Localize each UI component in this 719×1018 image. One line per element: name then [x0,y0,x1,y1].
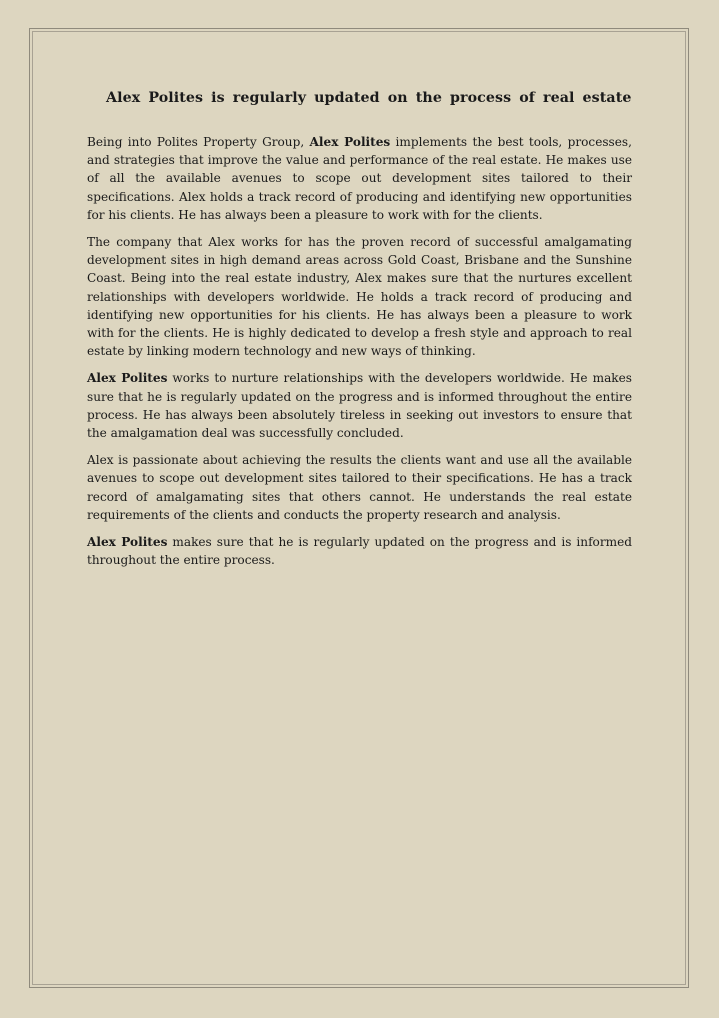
paragraph-1-bold-name: Alex Polites [309,135,391,149]
paragraph-1 [87,133,632,224]
paragraph-3-text: works to nurture relationships with the developers worldwide. He makes sure that he is regularly updated on the progress and is informed throughout the entire process. He has always been absolutely tireless in seeking out investors to ensure that the amalgamation deal was successfully concluded. [87,371,632,441]
paragraph-4-text: Alex is passionate about achieving the results the clients want and use all the available avenues to scope out development sites tailored to their specifications. He has a track record of amalgamating sites that others cannot. He understands the real estate requirements of the clients and conducts the property research and analysis. [87,453,632,522]
document-body [87,86,632,578]
paragraph-3 [87,369,632,442]
paragraph-3-bold-name: Alex Polites [87,371,168,386]
paragraph-1-text-end: implements the best tools, processes, and strategies that improve the value and performance of the real estate. He makes use of all the available avenues to scope out development sites tailored to their specifications. Alex holds a track record of producing and identifying new opportunities for his clients. He has always been a pleasure to work with for the clients. [87,135,632,222]
paragraph-2 [87,233,632,360]
document-title: Alex Polites is regularly updated on the process of real estate [106,90,632,106]
paragraph-1-text-start: Being into Polites Property Group, [87,135,310,149]
paragraph-5-text: makes sure that he is regularly updated on the progress and is informed throughout the entire process. [87,535,632,568]
paragraph-4 [87,451,632,524]
paragraph-5 [87,533,632,569]
paragraph-2-text: The company that Alex works for has the proven record of successful amalgamating development sites in high demand areas across Gold Coast, Brisbane and the Sunshine Coast. Being into the real estate industry, Alex makes sure that the nurtures excellent relationships with developers worldwide. He holds a track record of producing and identifying new opportunities for his clients. He has always been a pleasure to work with for the clients. He is highly dedicated to develop a fresh style and approach to real estate by linking modern technology and new ways of thinking. [87,235,632,359]
paragraph-5-bold-name: Alex Polites [87,535,168,550]
